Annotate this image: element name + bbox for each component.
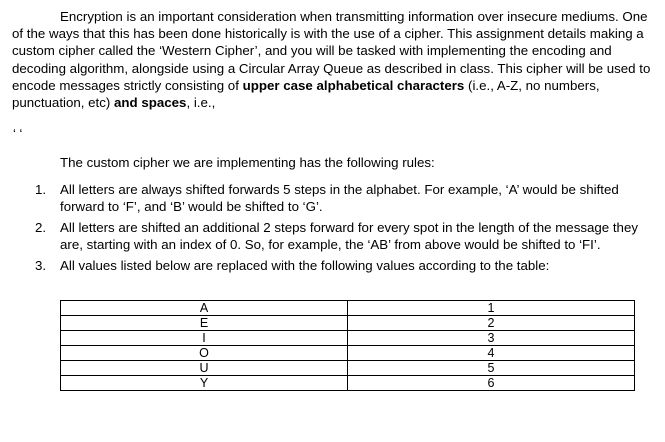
table-row	[61, 346, 635, 361]
table-cell-value: 3	[348, 331, 635, 346]
table-cell-value: 1	[348, 301, 635, 316]
table-cell-letter: A	[61, 301, 348, 316]
intro-text-2: (i.e., A-Z, no numbers, punctuation, etc)	[12, 77, 600, 111]
table-cell-letter: Y	[61, 376, 348, 391]
rule-text: All values listed below are replaced with the following values according to the table:	[60, 257, 550, 273]
intro-bold-2: and spaces	[114, 95, 187, 111]
table-cell-value: 6	[348, 376, 635, 391]
rule-item	[30, 219, 650, 254]
rule-item	[30, 181, 650, 216]
rule-text: All letters are shifted an additional 2 steps forward for every spot in the length of the message they are, starting with an index of 0. So, for example, the ‘AB’ from above would be shifted to ‘FI’.	[60, 219, 638, 253]
rule-number: 3.	[35, 257, 47, 273]
table-cell-value: 2	[348, 316, 635, 331]
rule-number: 2.	[35, 219, 47, 235]
substitution-table	[60, 300, 635, 391]
table-cell-value: 4	[348, 346, 635, 361]
table-cell-letter: E	[61, 316, 348, 331]
table-row	[61, 316, 635, 331]
table-row	[61, 331, 635, 346]
table-row	[61, 301, 635, 316]
table-row	[61, 361, 635, 376]
space-example-quotes: ‘ ‘	[13, 126, 23, 141]
table-cell-letter: O	[61, 346, 348, 361]
table-row	[61, 376, 635, 391]
intro-text-3: , i.e.,	[186, 95, 216, 111]
intro-bold-1: upper case alphabetical characters	[242, 77, 465, 93]
rule-text: All letters are always shifted forwards 5 steps in the alphabet. For example, ‘A’ would be shifted forward to ‘F’, and ‘B’ would be shifted to ‘G’.	[60, 182, 619, 215]
intro-text-1: Encryption is an important consideration when transmitting information over insecure mediums. One of the ways that this has been done historically is with the use of a cipher. This assignment details making a custom cipher called the ‘Western Cipher’, and you will be tasked with implementing the encoding and decoding algorithm, alongside using a Circular Array Queue as described in class. This cipher will be used to encode messages strictly consisting of	[12, 9, 651, 93]
intro-paragraph	[12, 8, 652, 111]
table-cell-letter: U	[61, 361, 348, 376]
rule-number: 1.	[35, 182, 47, 197]
rule-item	[30, 257, 650, 274]
rules-intro: The custom cipher we are implementing has the following rules:	[60, 155, 435, 170]
rules-list	[30, 181, 650, 277]
table-cell-letter: I	[61, 331, 348, 346]
table-cell-value: 5	[348, 361, 635, 376]
